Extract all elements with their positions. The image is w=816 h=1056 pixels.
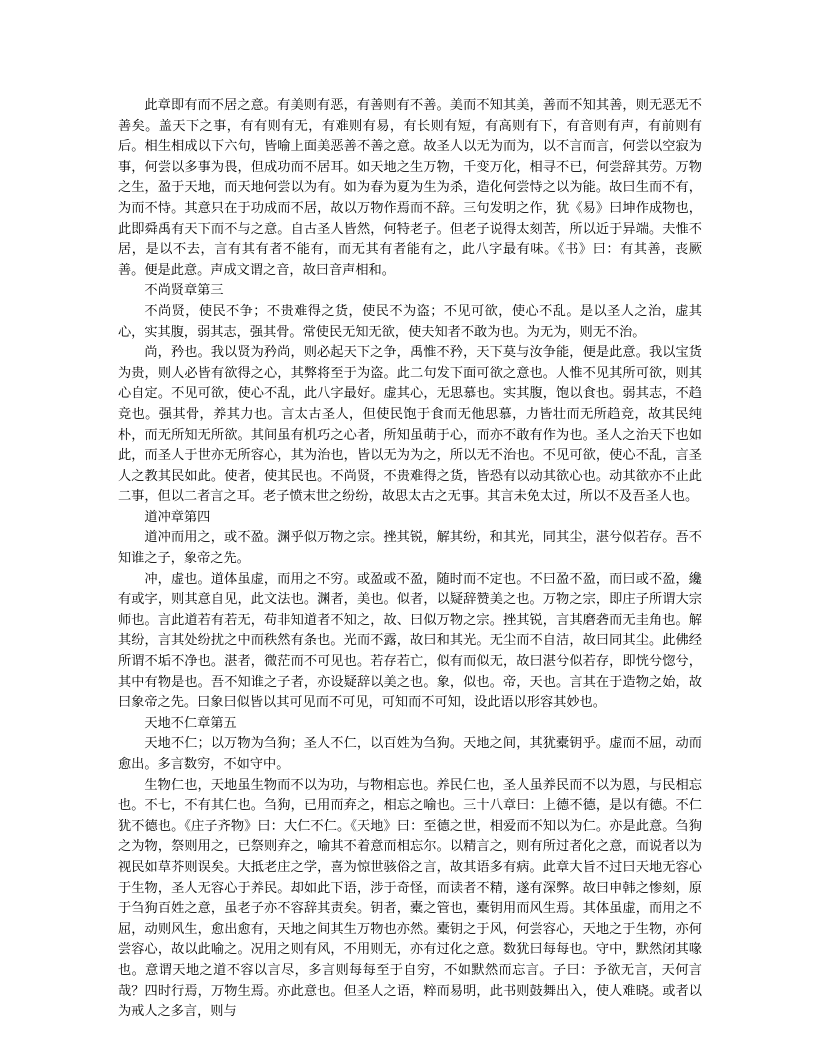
scripture-paragraph: 道冲而用之，或不盈。渊乎似万物之宗。挫其锐，解其纷，和其光，同其尘，湛兮似若存。吾不知谁之子，象帝之先。	[118, 530, 702, 567]
scripture-paragraph: 不尚贤，使民不争；不贵难得之货，使民不为盗；不见可欲，使心不乱。是以圣人之治，虚其心，实其腹，弱其志，强其骨。常使民无知无欲，使夫知者不敢为也。为无为，则无不治。	[118, 303, 702, 340]
chapter-heading: 天地不仁章第五	[144, 715, 237, 731]
scripture-paragraph: 天地不仁；以万物为刍狗；圣人不仁，以百姓为刍狗。天地之间，其犹橐钥乎。虚而不屈，动而愈出。多言数穷，不如守中。	[118, 736, 702, 772]
commentary-paragraph: 尚，矜也。我以贤为矜尚，则必起天下之争，禹惟不矜，天下莫与汝争能，便是此意。我以宝货为贵，则人必皆有欲得之心，其弊将至于为盗。此二句发下面可欲之意也。人惟不见其所可欲，则其心自定。不见可欲，使心不乱，此八字最好。虚其心，无思慕也。实其腹，饱以食也。弱其志，不趋竞也。强其骨，养其力也。言太古圣人，但使民饱于食而无他思慕，力皆壮而无所趋竞，故其民纯朴，而无所知无所欲。其间虽有机巧之心者，所知虽萌于心，而亦不敢有作为也。圣人之治天下也如此，而圣人于世亦无所容心，其为治也，皆以无为为之，所以无不治也。不见可欲，使心不乱，言圣人之教其民如此。使者，使其民也。不尚贤，不贵难得之货，皆恐有以动其欲心也。动其欲亦不止此二事，但以二者言之耳。老子愤末世之纷纷，故思太古之无事。其言未免太过，所以不及吾圣人也。	[118, 345, 702, 505]
chapter-heading: 道冲章第四	[144, 509, 211, 525]
chapter-heading: 不尚贤章第三	[144, 283, 224, 299]
document-page	[118, 96, 702, 1023]
commentary-paragraph: 生物仁也，天地虽生物而不以为功，与物相忘也。养民仁也，圣人虽养民而不以为恩，与民相忘也。不七，不有其仁也。刍狗，已用而弃之，相忘之喻也。三十八章曰：上德不德，是以有德。不仁犹不德也。《庄子齐物》曰：大仁不仁。《天地》曰：至德之世，相爱而不知以为仁。亦是此意。刍狗之为物，祭则用之，已祭则弃之，喻其不着意而相忘尔。以精言之，则有所过者化之意，而说者以为视民如草芥则误矣。大抵老庄之学，喜为惊世骇俗之言，故其语多有病。此章大旨不过曰天地无容心于生物，圣人无容心于养民。却如此下语，涉于奇怪，而读者不精，遂有深弊。故曰申韩之惨刻，原于刍狗百姓之意，虽老子亦不容辞其责矣。钥者，橐之管也，橐钥用而风生焉。其体虽虚，而用之不屈，动则风生，愈出愈有，天地之间其生万物也亦然。橐钥之于风，何尝容心，天地之于生物，亦何尝容心，故以此喻之。况用之则有风，不用则无，亦有过化之意。数犹曰每每也。守中，默然闭其喙也。意谓天地之道不容以言尽，多言则每每至于自穷，不如默然而忘言。子曰：予欲无言，天何言哉？四时行焉，万物生焉。亦此意也。但圣人之语，粹而易明，此书则鼓舞出入，使人难晓。或者以为戒人之多言，则与	[118, 777, 702, 1020]
commentary-paragraph: 冲，虚也。道体虽虚，而用之不穷。或盈或不盈，随时而不定也。不曰盈不盈，而曰或不盈，纔有或字，则其意自见，此文法也。渊者，美也。似者，以疑辞赞美之也。万物之宗，即庄子所谓大宗师也。言此道若有若无，苟非知道者不知之，故、曰似万物之宗。挫其锐，言其磨砻而无圭角也。解其纷，言其处纷扰之中而秩然有条也。光而不露，故曰和其光。无尘而不自洁，故曰同其尘。此佛经所谓不垢不净也。湛者，微茫而不可见也。若存若亡，似有而似无，故曰湛兮似若存，即恍兮惚兮，其中有物是也。吾不知谁之子者，亦设疑辞以美之也。象，似也。帝，天也。言其在于造物之始，故曰象帝之先。曰象曰似皆以其可见而不可见，可知而不可知，设此语以形容其妙也。	[118, 571, 702, 711]
commentary-paragraph: 此章即有而不居之意。有美则有恶，有善则有不善。美而不知其美，善而不知其善，则无恶无不善矣。盖天下之事，有有则有无，有难则有易，有长则有短，有高则有下，有音则有声，有前则有后。相生相成以下六句，皆喻上面美恶善不善之意。故圣人以无为而为，以不言而言，何尝以空寂为事，何尝以多事为畏，但成功而不居耳。如天地之生万物，千变万化，相寻不已，何尝辞其劳。万物之生，盈于天地，而天地何尝以为有。如为春为夏为生为杀，造化何尝恃之以为能。故曰生而不有，为而不恃。其意只在于功成而不居，故以万物作焉而不辞。三句发明之作，犹《易》曰坤作成物也，此即舜禹有天下而不与之意。自古圣人皆然，何特老子。但老子说得太刻苦，所以近于异端。夫惟不居，是以不去，言有其有者不能有，而无其有者能有之，此八字最有味。《书》曰：有其善，丧厥善。便是此意。声成文谓之音，故曰音声相和。	[118, 98, 702, 278]
